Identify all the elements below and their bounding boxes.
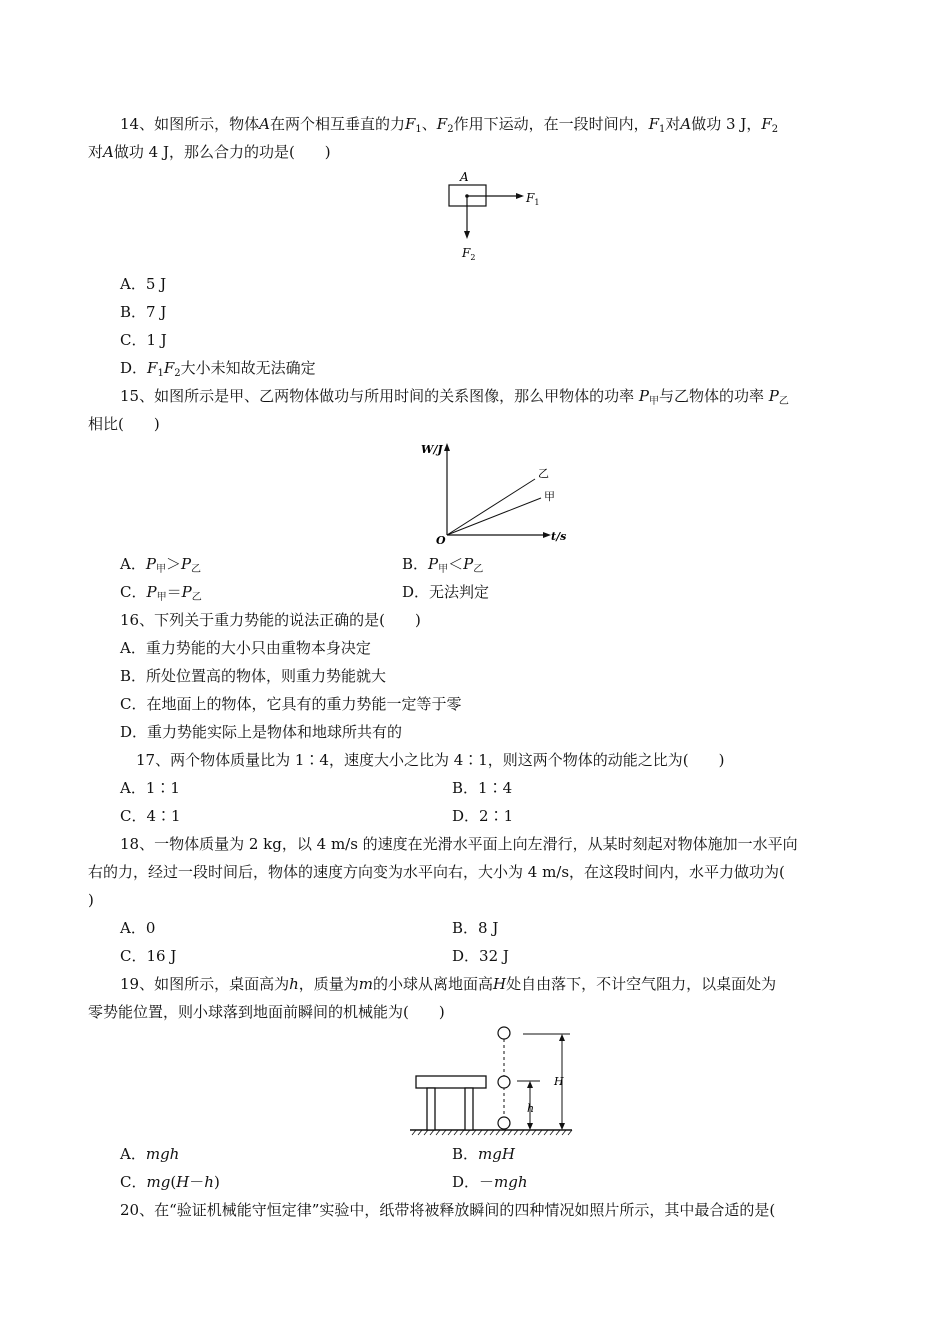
fig19-table-top (416, 1076, 486, 1088)
q15-option-b[interactable]: B．$P_甲<P_乙$ (402, 555, 484, 575)
q18-option-b[interactable]: B．8 J (452, 919, 499, 937)
q19-option-b[interactable]: B．mgH (452, 1145, 515, 1163)
q15-option-d[interactable]: D．无法判定 (402, 583, 490, 601)
fig19-ground-hatch (412, 1130, 572, 1135)
fig15-label-jia: 甲 (544, 490, 555, 503)
fig15-origin: O (436, 534, 446, 547)
q19-option-a[interactable]: A．mgh (120, 1145, 180, 1163)
fig19-label-H: H (554, 1075, 564, 1088)
q16-option-b[interactable]: B．所处位置高的物体，则重力势能就大 (120, 667, 387, 685)
q18-stem-line3: ) (88, 891, 94, 909)
q19-stem-line2: 零势能位置，则小球落到地面前瞬间的机械能为( ) (88, 1003, 445, 1021)
q14-stem-line2: 对A做功 4 J，那么合力的功是( ) (88, 143, 331, 161)
q15-option-a[interactable]: A．$P_甲>P_乙$ (120, 555, 202, 575)
q17-option-d[interactable]: D．2∶1 (452, 807, 514, 825)
fig14-label-A: A (460, 170, 469, 184)
q14-option-d[interactable]: D．$F_1F_2$大小未知故无法确定 (120, 359, 316, 379)
fig15-line-jia (447, 498, 541, 535)
q16-stem: 16、下列关于重力势能的说法正确的是( ) (120, 611, 421, 629)
q14-stem-line1: 14、如图所示，物体A在两个相互垂直的力$F_1$、$F_2$作用下运动，在一段时间内，$F_1$对A做功 3 J，$F_2$ (120, 115, 779, 135)
q20-stem: 20、在“验证机械能守恒定律”实验中，纸带将被释放瞬间的四种情况如照片所示，其中最合适的是( (120, 1201, 776, 1219)
q14-option-a[interactable]: A．5 J (120, 275, 167, 293)
fig14-label-F1: $F_1$ (526, 191, 540, 207)
q19-stem-line1: 19、如图所示，桌面高为h，质量为m的小球从离地面高H处自由落下，不计空气阻力，以桌面处为 (120, 975, 777, 993)
q18-option-c[interactable]: C．16 J (120, 947, 177, 965)
q15-stem-line2: 相比( ) (88, 415, 160, 433)
fig14-label-F2: $F_2$ (462, 246, 476, 262)
q14-force-diagram (440, 168, 550, 264)
q15-stem-line1: 15、如图所示是甲、乙两物体做功与所用时间的关系图像，那么甲物体的功率 $P_甲$与乙物体的功率 $P_乙$ (120, 387, 789, 407)
q16-option-d[interactable]: D．重力势能实际上是物体和地球所共有的 (120, 723, 403, 741)
q17-option-a[interactable]: A．1∶1 (120, 779, 180, 797)
q16-option-c[interactable]: C．在地面上的物体，它具有的重力势能一定等于零 (120, 695, 462, 713)
q17-stem: 17、两个物体质量比为 1∶4，速度大小之比为 4∶1，则这两个物体的动能之比为( ) (136, 751, 725, 769)
fig15-label-yi: 乙 (538, 467, 549, 480)
fig19-table-leg-left (427, 1088, 435, 1130)
fig19-label-h: h (527, 1102, 535, 1115)
q18-stem-line2: 右的力，经过一段时间后，物体的速度方向变为水平向右，大小为 4 m/s，在这段时间内，水平力做功为( (88, 863, 785, 881)
fig15-line-yi (447, 479, 535, 535)
q14-option-b[interactable]: B．7 J (120, 303, 167, 321)
q17-option-c[interactable]: C．4∶1 (120, 807, 181, 825)
fig19-ball-bottom (498, 1117, 510, 1129)
q15-option-c[interactable]: C．$P_甲=P_乙$ (120, 583, 202, 603)
q15-work-time-graph (418, 438, 578, 548)
fig15-y-label: W/J (421, 443, 443, 456)
fig19-ball-middle (498, 1076, 510, 1088)
q19-option-d[interactable]: D．－mgh (452, 1173, 528, 1191)
fig15-x-label: t/s (551, 530, 567, 543)
fig19-ball-top (498, 1027, 510, 1039)
fig19-table-leg-right (465, 1088, 473, 1130)
q19-table-ball-diagram (405, 1024, 580, 1140)
q19-option-c[interactable]: C．mg(H－h) (120, 1173, 220, 1191)
q18-stem-line1: 18、一物体质量为 2 kg，以 4 m/s 的速度在光滑水平面上向左滑行，从某时刻起对物体施加一水平向 (120, 835, 798, 853)
q18-option-a[interactable]: A．0 (120, 919, 156, 937)
q17-option-b[interactable]: B．1∶4 (452, 779, 513, 797)
q14-option-c[interactable]: C．1 J (120, 331, 167, 349)
q16-option-a[interactable]: A．重力势能的大小只由重物本身决定 (120, 639, 371, 657)
q18-option-d[interactable]: D．32 J (452, 947, 509, 965)
